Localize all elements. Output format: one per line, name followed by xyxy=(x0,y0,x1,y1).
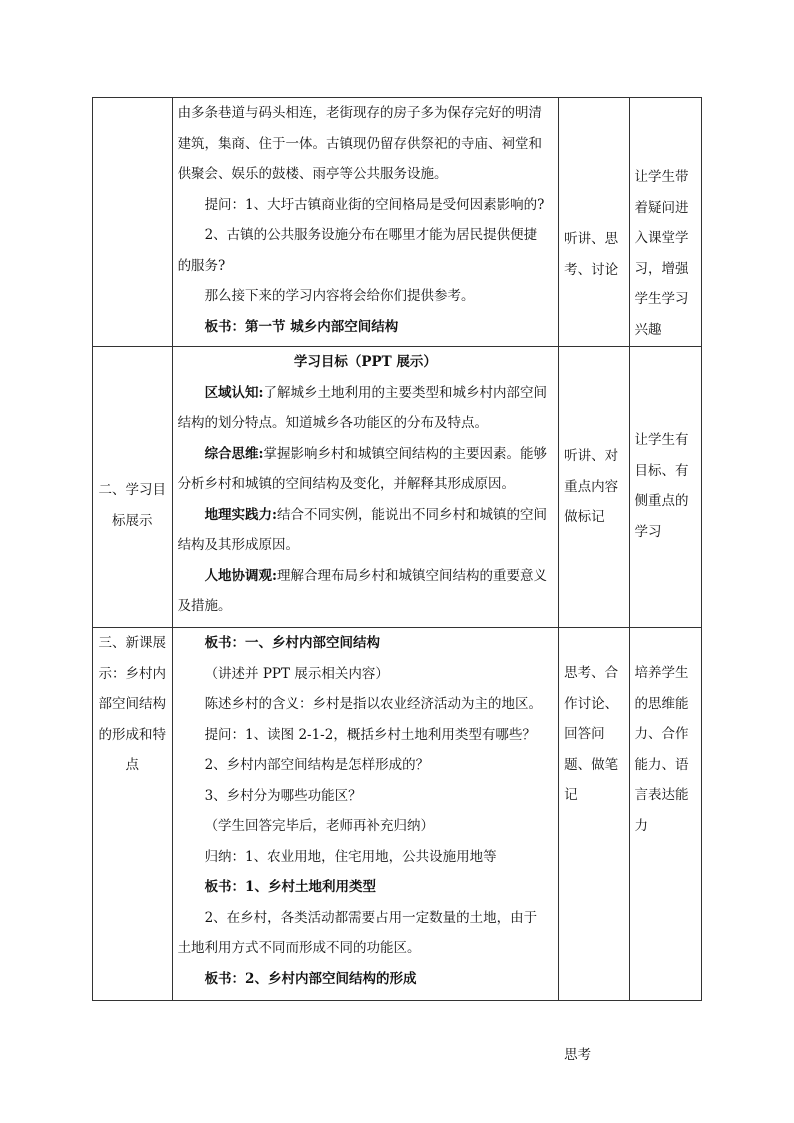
board-heading: 板书：一、乡村内部空间结构 xyxy=(204,635,381,651)
table-row-new-lesson xyxy=(93,628,702,1001)
design-intent-text: 让学生带着疑问进入课堂学习，增强学生学习兴趣 xyxy=(634,169,689,338)
text-line: 供聚会、娱乐的鼓楼、雨亭等公共服务设施。 xyxy=(177,166,448,182)
teacher-note: （学生回答完毕后，老师再补充归纳） xyxy=(204,818,435,834)
design-intent-text: 培养学生的思维能力、合作能力、语言表达能力 xyxy=(634,665,689,834)
narration-note: （讲述并 PPT 展示相关内容） xyxy=(204,665,389,682)
student-activity-text-2: 思考 xyxy=(564,1046,592,1063)
question-2: 2、古镇的公共服务设施分布在哪里才能为居民提供便捷 xyxy=(204,227,538,243)
stage-label: 三、新课展示：乡村内部空间结构的形成和特点 xyxy=(98,635,167,773)
objective-regional xyxy=(178,378,554,439)
design-intent-cell xyxy=(629,347,701,628)
board-heading: 板书：第一节 城乡内部空间结构 xyxy=(204,318,399,335)
definition-text: 陈述乡村的含义：乡村是指以农业经济活动为主的地区。 xyxy=(204,696,543,712)
objective-text: 掌握影响乡村和城镇空间结构的主要因素。能够分析乡村和城镇的空间结构及变化，并解释其形成原因。 xyxy=(177,445,548,492)
stage-cell-new-lesson xyxy=(93,628,173,1001)
paragraph-text-cont: 土地利用方式不同而形成不同的功能区。 xyxy=(177,940,421,956)
content-cell-intro xyxy=(172,98,559,347)
question-1: 提问：1、读图 2-1-2，概括乡村土地利用类型有哪些？ xyxy=(204,726,536,743)
objective-text: 结合不同实例，能说出不同乡村和城镇的空间结构及其形成原因。 xyxy=(177,506,548,553)
student-activity-cell xyxy=(559,347,629,628)
question-3: 3、乡村分为哪些功能区？ xyxy=(204,787,362,804)
stage-cell-empty xyxy=(93,98,173,347)
question-2: 2、乡村内部空间结构是怎样形成的？ xyxy=(204,757,430,773)
content-cell-new-lesson xyxy=(172,628,559,1001)
design-intent-cell xyxy=(629,628,701,1001)
student-activity-cell xyxy=(559,98,629,347)
objective-label: 综合思维: xyxy=(204,445,264,462)
objective-practice xyxy=(178,500,554,561)
stage-cell-objectives xyxy=(93,347,173,628)
paragraph-text: 2、在乡村，各类活动都需要占用一定数量的土地，由于 xyxy=(204,909,538,926)
stage-label: 二、学习目标展示 xyxy=(98,482,167,529)
content-cell-objectives xyxy=(172,347,559,628)
design-intent-cell xyxy=(629,98,701,347)
question-2-cont: 的服务? xyxy=(177,257,226,274)
board-heading: 板书：2、乡村内部空间结构的形成 xyxy=(204,970,417,987)
lesson-plan-table xyxy=(92,97,702,1063)
design-intent-text: 让学生有目标、有侧重点的学习 xyxy=(634,432,689,540)
objective-label: 地理实践力: xyxy=(204,506,278,523)
student-activity-text: 听讲、对重点内容做标记 xyxy=(564,448,619,525)
objective-thinking xyxy=(178,439,554,500)
objective-harmony xyxy=(178,561,554,622)
objectives-title: 学习目标（PPT 展示） xyxy=(293,354,437,370)
table-row-objectives xyxy=(93,347,702,628)
objective-text: 了解城乡土地利用的主要类型和城乡村内部空间结构的划分特点。知道城乡各功能区的分布及特点。 xyxy=(177,384,548,431)
student-activity-text: 听讲、思考、讨论 xyxy=(564,231,619,278)
transition-text: 那么接下来的学习内容将会给你们提供参考。 xyxy=(204,288,475,304)
text-line: 由多条巷道与码头相连，老街现存的房子多为保存完好的明清 xyxy=(177,105,543,121)
board-heading: 板书：1、乡村土地利用类型 xyxy=(204,879,376,895)
text-line: 建筑，集商、住于一体。古镇现仍留存供祭祀的寺庙、祠堂和 xyxy=(177,135,543,152)
student-activity-text: 思考、合作讨论、回答问题、做笔记 xyxy=(564,665,619,803)
question-1: 提问：1、大圩古镇商业街的空间格局是受何因素影响的? xyxy=(204,196,545,213)
objective-label: 人地协调观: xyxy=(204,567,278,584)
table-row-intro xyxy=(93,98,702,347)
objective-label: 区域认知: xyxy=(204,384,264,401)
summary-text: 归纳：1、农业用地，住宅用地，公共设施用地等 xyxy=(204,848,497,865)
student-activity-cell xyxy=(559,628,629,1063)
objective-text: 理解合理布局乡村和城镇空间结构的重要意义及措施。 xyxy=(177,567,548,614)
